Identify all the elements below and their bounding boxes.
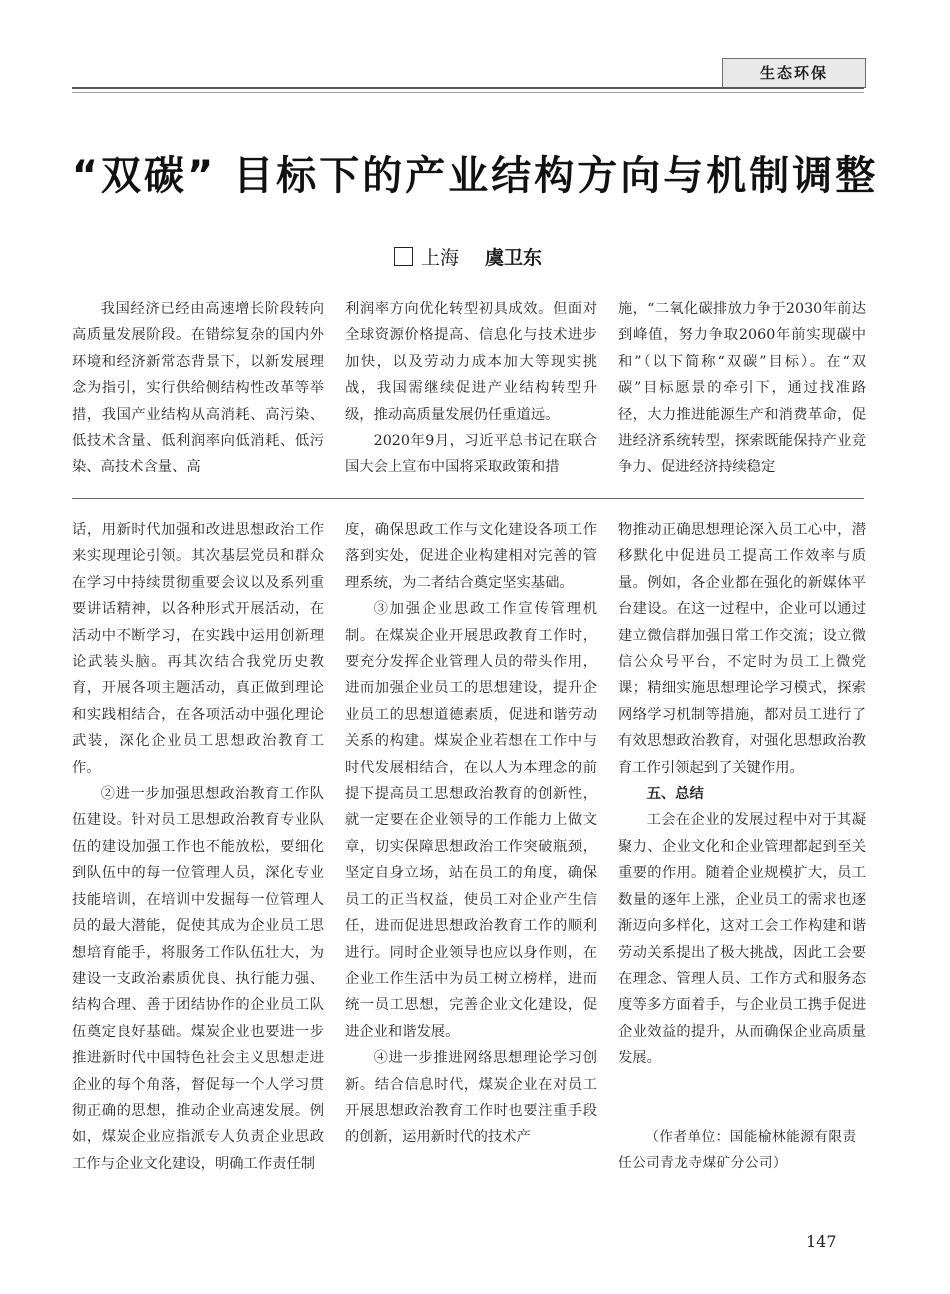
bottom-column-3 bbox=[618, 517, 866, 1072]
top-column-2 bbox=[345, 296, 597, 481]
bottom-col2-paragraph-1: 度，确保思政工作与文化建设各项工作落到实处，促进企业构建相对完善的管理系统，为二者结合奠定坚实基础。 bbox=[345, 522, 597, 591]
bottom-col1-paragraph-1: 话，用新时代加强和改进思想政治工作来实现理论引领。其次基层党员和群众在学习中持续贯彻重要会议以及系列重要讲话精神，以各种形式开展活动，在活动中不断学习，在实践中运用创新理论武装头脑。再其次结合我党历史教育，开展各项主题活动，真正做到理论和实践相结合，在各项活动中强化理论武装，深化企业员工思想政治教育工作。 bbox=[72, 522, 324, 776]
author-affiliation: （作者单位：国能榆林能源有限责任公司青龙寺煤矿分公司） bbox=[618, 1129, 857, 1172]
page-number: 147 bbox=[806, 1232, 837, 1251]
top-column-3 bbox=[618, 296, 866, 481]
section-divider bbox=[72, 498, 864, 499]
section-heading-summary: 五、总结 bbox=[646, 786, 704, 803]
byline-box-icon bbox=[394, 247, 413, 266]
top-col1-paragraph: 我国经济已经由高速增长阶段转向高质量发展阶段。在错综复杂的国内外环境和经济新常态背景下，以新发展理念为指引，实行供给侧结构性改革等举措，我国产业结构从高消耗、高污染、低技术含量、低利润率向低消耗、低污染、高技术含量、高 bbox=[72, 301, 324, 476]
bottom-col3-paragraph-2: 工会在企业的发展过程中对于其凝聚力、企业文化和企业管理都起到至关重要的作用。随着企业规模扩大，员工数量的逐年上涨，企业员工的需求也逐渐迈向多样化，这对工会工作构建和谐劳动关系提出了极大挑战，因此工会要在理念、管理人员、工作方式和服务态度等多方面着手，与企业员工携手促进企业效益的提升，从而确保企业高质量发展。 bbox=[618, 812, 866, 1067]
bottom-column-2 bbox=[345, 517, 597, 1151]
top-col2-paragraph-2: 2020年9月，习近平总书记在联合国大会上宣布中国将采取政策和措 bbox=[345, 433, 597, 476]
header-rule bbox=[72, 87, 864, 89]
bottom-col2-paragraph-3: ④进一步推进网络思想理论学习创新。结合信息时代，煤炭企业在对员工开展思想政治教育工作时也要注重手段的创新，运用新时代的技术产 bbox=[345, 1050, 597, 1146]
bottom-col3-paragraph-1: 物推动正确思想理论深入员工心中，潜移默化中促进员工提高工作效率与质量。例如，各企业都在强化的新媒体平台建设。在这一过程中，企业可以通过建立微信群加强日常工作交流；设立微信公众号平台，不定时为员工上微党课；精细实施思想理论学习模式，探索网络学习机制等措施，都对员工进行了有效思想政治教育，对强化思想政治教育工作引领起到了关键作用。 bbox=[618, 522, 866, 776]
header-rule-thin bbox=[72, 92, 864, 93]
bottom-col2-paragraph-2: ③加强企业思政工作宣传管理机制。在煤炭企业开展思政教育工作时，要充分发挥企业管理人员的带头作用，进而加强企业员工的思想建设，提升企业员工的思想道德素质，促进和谐劳动关系的构建。煤炭企业若想在工作中与时代发展相结合，在以人为本理念的前提下提高员工思想政治教育的创新性，就一定要在企业领导的工作能力上做文章，切实保障思想政治工作突破瓶颈，坚定自身立场，站在员工的角度，确保员工的正当权益，使员工对企业产生信任，进而促进思想政治教育工作的顺利进行。同时企业领导也应以身作则，在企业工作生活中为员工树立榜样，进而统一员工思想，完善企业文化建设，促进企业和谐发展。 bbox=[345, 601, 597, 1040]
section-tag: 生态环保 bbox=[722, 58, 866, 88]
byline-author: 虞卫东 bbox=[485, 247, 543, 269]
byline bbox=[72, 243, 864, 270]
top-col2-paragraph-1: 利润率方向优化转型初具成效。但面对全球资源价格提高、信息化与技术进步加快，以及劳动力成本加大等现实挑战，我国需继续促进产业结构转型升级，推动高质量发展仍任重道远。 bbox=[345, 301, 597, 423]
bottom-column-1 bbox=[72, 517, 324, 1177]
top-col3-paragraph: 施，“二氧化碳排放力争于2030年前达到峰值，努力争取2060年前实现碳中和”（以下简称“双碳”目标）。在“双碳”目标愿景的牵引下，通过找准路径，大力推进能源生产和消费革命，促进经济系统转型，探索既能保持产业竞争力、促进经济持续稳定 bbox=[618, 301, 866, 476]
article-title: “双碳” 目标下的产业结构方向与机制调整 bbox=[71, 153, 879, 199]
top-column-1 bbox=[72, 296, 324, 481]
byline-place: 上海 bbox=[420, 247, 459, 269]
bottom-col1-paragraph-2: ②进一步加强思想政治教育工作队伍建设。针对员工思想政治教育专业队伍的建设加强工作也不能放松，要细化到队伍中的每一位管理人员，深化专业技能培训，在培训中发掘每一位管理人员的最大潜能，促使其成为企业员工思想培育能手，将服务工作队伍壮大，为建设一支政治素质优良、执行能力强、结构合理、善于团结协作的企业员工队伍奠定良好基础。煤炭企业也要进一步推进新时代中国特色社会主义思想走进企业的每个角落，督促每一个人学习贯彻正确的思想，推动企业高速发展。例如，煤炭企业应指派专人负责企业思政工作与企业文化建设，明确工作责任制 bbox=[72, 786, 324, 1172]
